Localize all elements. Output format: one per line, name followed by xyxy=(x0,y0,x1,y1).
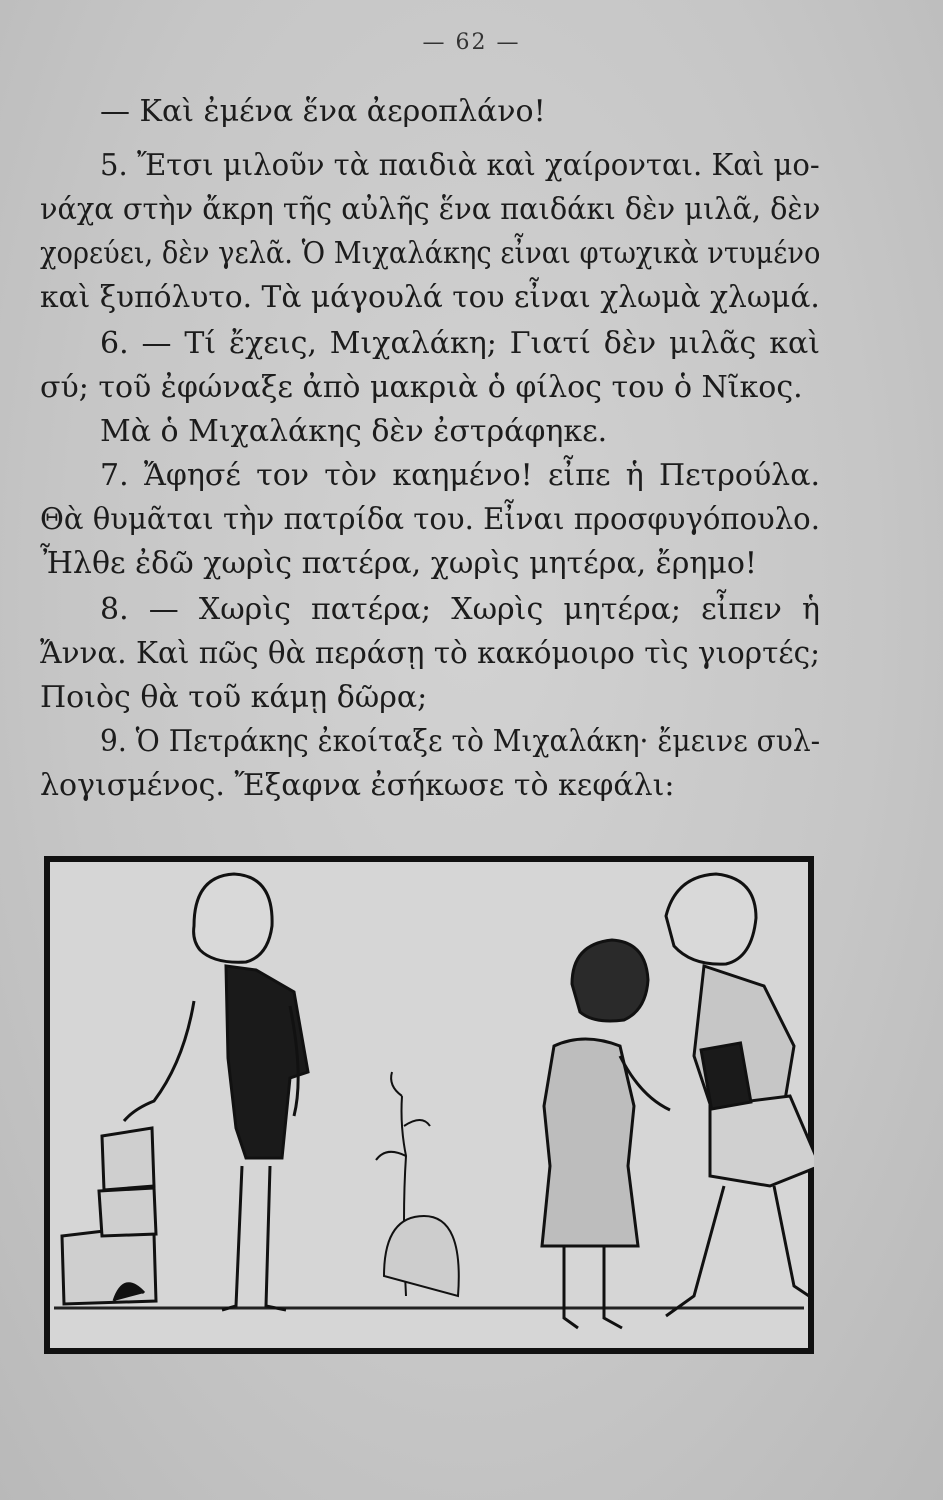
text-line: σύ; τοῦ ἐφώναξε ἀπὸ μακριὰ ὁ φίλος του ὁ Νῖκος. xyxy=(40,370,803,405)
text-line: Ἦλθε ἐδῶ χωρὶς πατέρα, χωρὶς μητέρα, ἔρημο! xyxy=(40,546,757,581)
text-line: 5. Ἔτσι μιλοῦν τὰ παιδιὰ καὶ χαίρονται. Καὶ μο- xyxy=(100,148,820,183)
text-line: 6. — Τί ἔχεις, Μιχαλάκη; Γιατί δὲν μιλᾶς καὶ xyxy=(100,326,820,361)
text-line: χορεύει, δὲν γελᾶ. Ὁ Μιχαλάκης εἶναι φτωχικὰ ντυμένο xyxy=(40,236,821,271)
text-line: Μὰ ὁ Μιχαλάκης δὲν ἐστράφηκε. xyxy=(100,414,608,449)
text-line: 8. — Χωρὶς πατέρα; Χωρὶς μητέρα; εἶπεν ἡ xyxy=(100,592,820,627)
page-number: — 62 — xyxy=(422,30,521,55)
text-line: 9. Ὁ Πετράκης ἐκοίταξε τὸ Μιχαλάκη· ἔμεινε συλ- xyxy=(100,724,821,759)
text-line: — Καὶ ἐμένα ἕνα ἀεροπλάνο! xyxy=(100,94,546,129)
text-line: Ἄννα. Καὶ πῶς θὰ περάσῃ τὸ κακόμοιρο τὶς γιορτές; xyxy=(40,636,821,671)
children-drawing xyxy=(44,856,814,1354)
illustration xyxy=(44,856,814,1354)
text-line: καὶ ξυπόλυτο. Τὰ μάγουλά του εἶναι χλωμὰ χλωμά. xyxy=(40,280,820,315)
text-line: νάχα στὴν ἄκρη τῆς αὐλῆς ἕνα παιδάκι δὲν μιλᾶ, δὲν xyxy=(40,192,821,227)
text-line: Θὰ θυμᾶται τὴν πατρίδα του. Εἶναι προσφυγόπουλο. xyxy=(40,502,820,537)
text-line: λογισμένος. Ἔξαφνα ἐσήκωσε τὸ κεφάλι: xyxy=(40,768,675,803)
text-line: Ποιὸς θὰ τοῦ κάμῃ δῶρα; xyxy=(40,680,428,715)
text-line: 7. Ἄφησέ τον τὸν καημένο! εἶπε ἡ Πετρούλα. xyxy=(100,458,820,493)
